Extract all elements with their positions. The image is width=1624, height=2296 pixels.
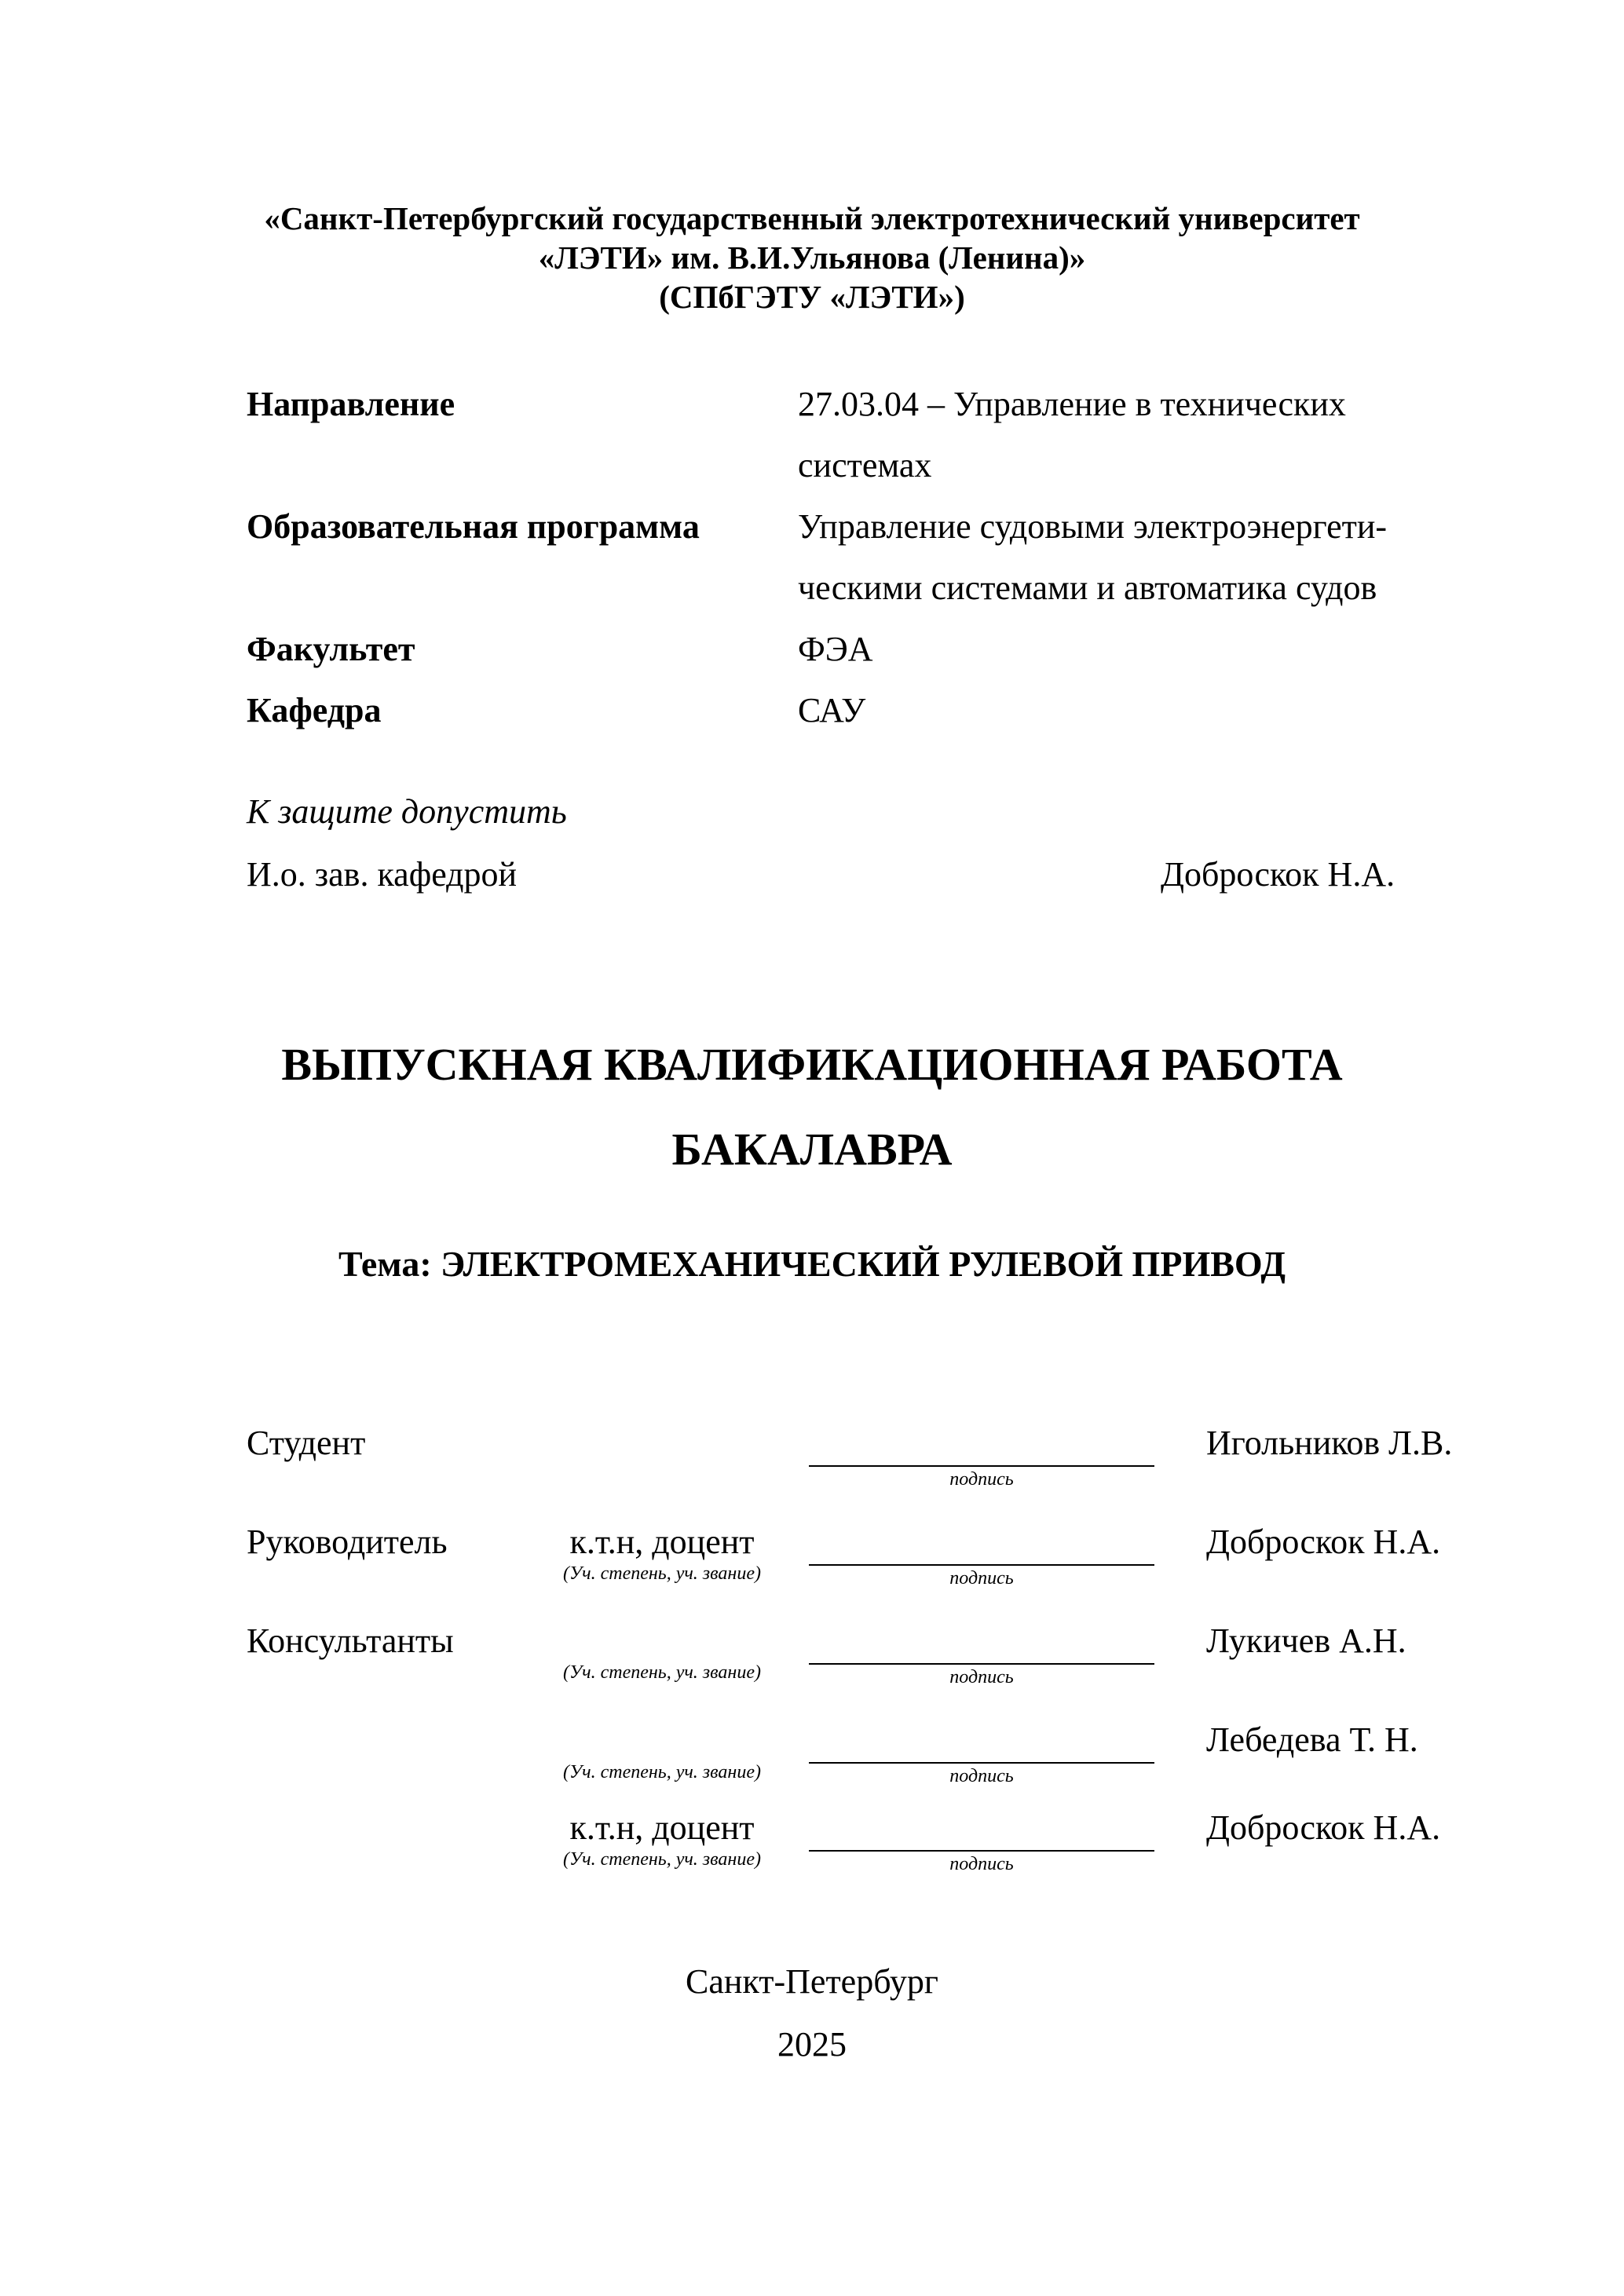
university-name-line-1: «Санкт-Петербургский государственный электротехнический университет xyxy=(264,200,1360,236)
student-signature-line xyxy=(809,1465,1154,1467)
consultant-3-degree: к.т.н, доцент xyxy=(569,1808,755,1847)
consultant-2-signature-caption: подпись xyxy=(949,1766,1014,1786)
department-value: САУ xyxy=(798,691,866,729)
supervisor-degree-caption: (Уч. степень, уч. звание) xyxy=(563,1563,761,1584)
supervisor-degree: к.т.н, доцент xyxy=(569,1523,755,1561)
university-abbreviation: (СПбГЭТУ «ЛЭТИ») xyxy=(659,279,965,315)
consultant-3-signature-caption: подпись xyxy=(949,1854,1014,1874)
supervisor-name: Доброскок Н.А. xyxy=(1206,1523,1441,1561)
consultants-role: Консультанты xyxy=(247,1621,454,1660)
consultant-1-degree-caption: (Уч. степень, уч. звание) xyxy=(563,1662,761,1683)
consultant-3-signature-line xyxy=(809,1850,1154,1852)
student-role: Студент xyxy=(247,1424,366,1462)
consultant-1-signature-line xyxy=(809,1663,1154,1665)
admission-name: Доброскок Н.А. xyxy=(1161,855,1395,894)
document-title-line-2: БАКАЛАВРА xyxy=(671,1124,953,1175)
student-signature-caption: подпись xyxy=(949,1469,1014,1490)
faculty-value: ФЭА xyxy=(798,630,873,668)
faculty-label: Факультет xyxy=(247,630,415,668)
admission-note: К защите допустить xyxy=(247,792,567,831)
supervisor-signature-caption: подпись xyxy=(949,1568,1014,1589)
department-label: Кафедра xyxy=(247,691,382,729)
admission-role: И.о. зав. кафедрой xyxy=(247,855,518,894)
student-name: Игольников Л.В. xyxy=(1206,1424,1453,1462)
footer-year: 2025 xyxy=(777,2025,847,2064)
program-value: Управление судовыми электроэнергети- ческими системами и автоматика судов xyxy=(798,507,1388,607)
supervisor-signature-line xyxy=(809,1564,1154,1566)
footer-city: Санкт-Петербург xyxy=(686,1962,938,2001)
thesis-theme: Тема: ЭЛЕКТРОМЕХАНИЧЕСКИЙ РУЛЕВОЙ ПРИВОД xyxy=(338,1244,1286,1284)
consultant-3-name: Доброскок Н.А. xyxy=(1206,1808,1441,1847)
consultant-2-degree-caption: (Уч. степень, уч. звание) xyxy=(563,1762,761,1782)
direction-label: Направление xyxy=(247,385,455,423)
program-label: Образовательная программа xyxy=(247,507,700,546)
consultant-2-signature-line xyxy=(809,1762,1154,1764)
document-title-line-1: ВЫПУСКНАЯ КВАЛИФИКАЦИОННАЯ РАБОТА xyxy=(281,1039,1343,1090)
consultant-2-name: Лебедева Т. Н. xyxy=(1206,1720,1418,1759)
consultant-1-signature-caption: подпись xyxy=(949,1667,1014,1687)
consultant-1-name: Лукичев А.Н. xyxy=(1206,1621,1406,1660)
university-name-line-2: «ЛЭТИ» им. В.И.Ульянова (Ленина)» xyxy=(538,239,1086,276)
direction-value: 27.03.04 – Управление в технических системах xyxy=(798,385,1346,484)
consultant-3-degree-caption: (Уч. степень, уч. звание) xyxy=(563,1849,761,1870)
supervisor-role: Руководитель xyxy=(247,1523,448,1561)
